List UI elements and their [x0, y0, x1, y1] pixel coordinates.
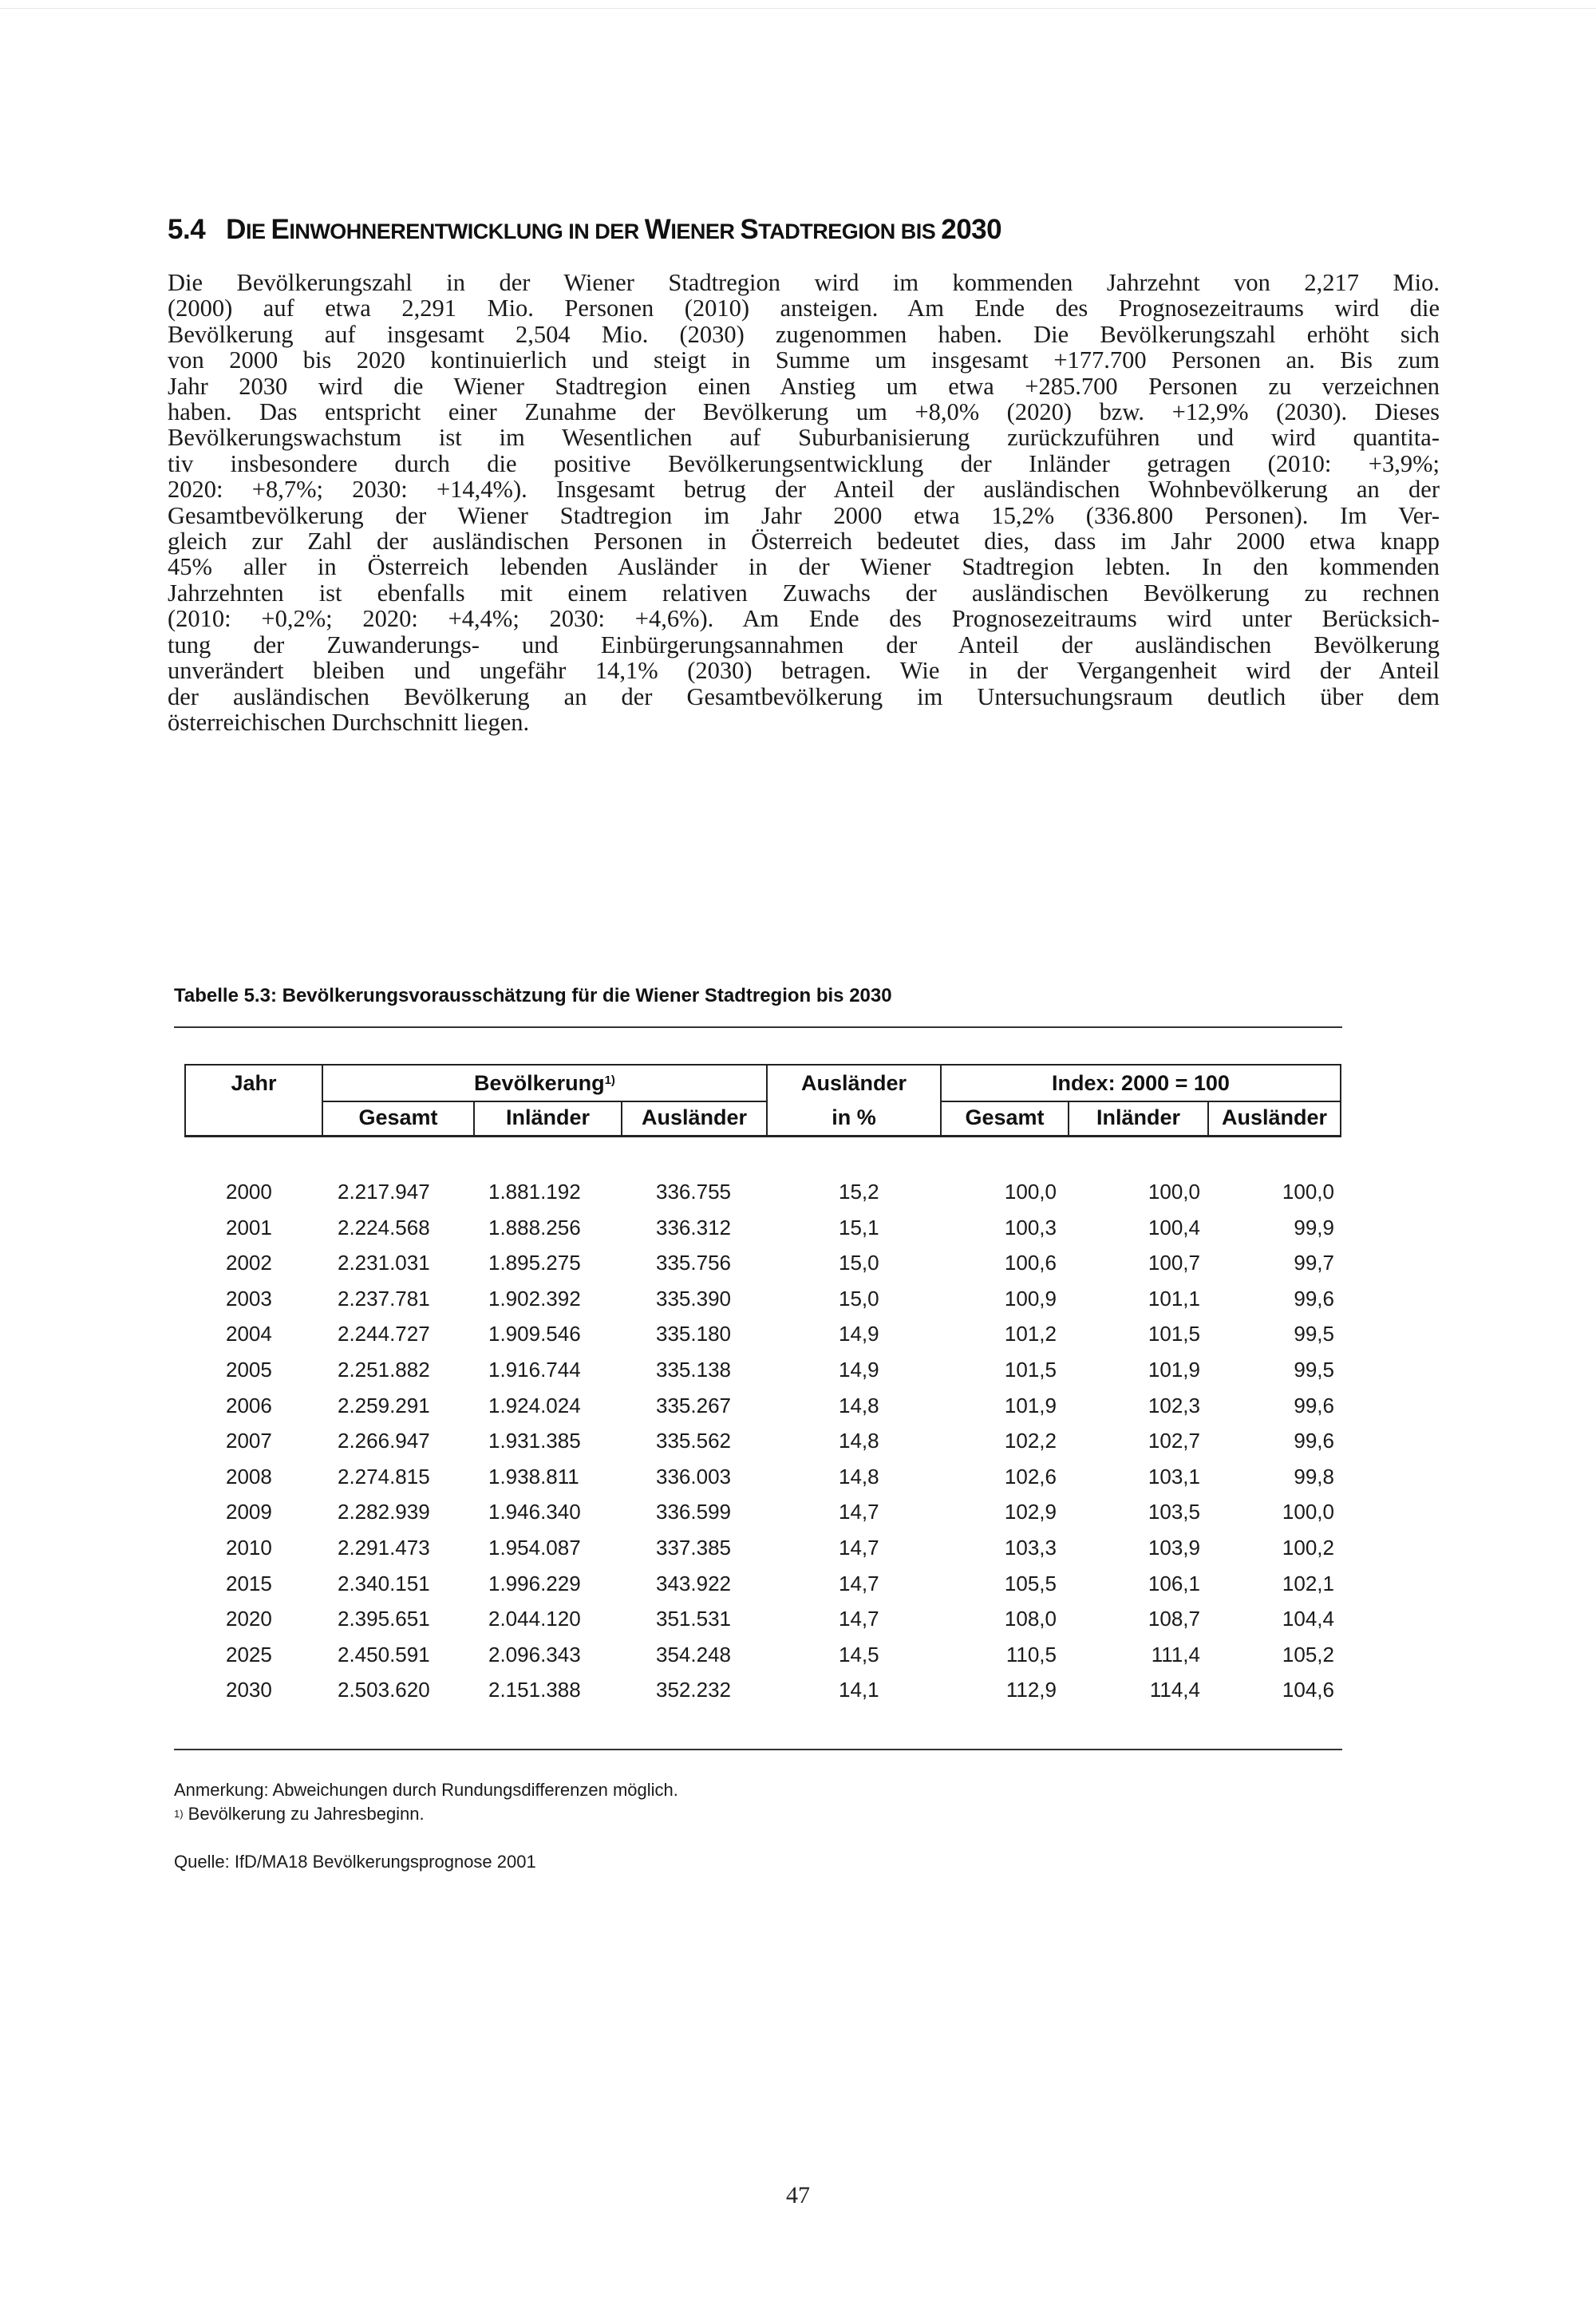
cell-auslaender-pct: 15,1 [839, 1215, 879, 1240]
page-number: 47 [786, 2182, 810, 2208]
table-header [184, 1064, 1341, 1137]
body-line: 45% aller in Österreich lebenden Ausländer in der Wiener Stadtregion lebten. In den kommenden [168, 553, 1440, 581]
cell-index-gesamt: 100,0 [1004, 1180, 1057, 1204]
cell-jahr: 2020 [226, 1607, 272, 1631]
cell-auslaender-pct: 14,7 [839, 1571, 879, 1595]
cell-gesamt: 2.503.620 [338, 1678, 430, 1702]
heading-fragment: TADTREGION BIS [758, 219, 942, 243]
cell-auslaender: 336.312 [656, 1215, 731, 1240]
cell-jahr: 2002 [226, 1251, 272, 1275]
cell-inlaender: 1.888.256 [488, 1215, 581, 1240]
cell-index-gesamt: 102,9 [1004, 1500, 1057, 1524]
cell-inlaender: 1.909.546 [488, 1322, 581, 1346]
cell-inlaender: 2.096.343 [488, 1642, 581, 1667]
cell-index-inlaender: 100,7 [1148, 1251, 1200, 1275]
body-line: österreichischen Durchschnitt liegen. [168, 708, 530, 736]
cell-gesamt: 2.274.815 [338, 1464, 430, 1489]
cell-jahr: 2005 [226, 1358, 272, 1382]
body-line: Die Bevölkerungszahl in der Wiener Stadtregion wird im kommenden Jahrzehnt von 2,217 Mio. [168, 269, 1440, 296]
cell-auslaender: 336.003 [656, 1464, 731, 1489]
table-top-rule [174, 1026, 1342, 1028]
heading-fragment: INWOHNERENTWICKLUNG IN DER [289, 219, 645, 243]
cell-index-inlaender: 111,4 [1151, 1642, 1200, 1667]
cell-index-auslaender: 99,8 [1294, 1464, 1334, 1489]
section-heading [168, 214, 1001, 246]
cell-jahr: 2025 [226, 1642, 272, 1667]
subheader-index-inlaender: Inländer [1096, 1105, 1181, 1129]
cell-inlaender: 1.946.340 [488, 1500, 581, 1524]
cell-index-auslaender: 99,9 [1294, 1215, 1334, 1240]
cell-index-auslaender: 105,2 [1282, 1642, 1334, 1667]
subheader-index-auslaender: Ausländer [1221, 1105, 1328, 1129]
cell-jahr: 2001 [226, 1215, 272, 1240]
table-row [0, 1572, 1596, 1607]
cell-auslaender-pct: 14,8 [839, 1393, 879, 1417]
footnote-marker: 1) [174, 1808, 184, 1820]
cell-auslaender-pct: 14,8 [839, 1464, 879, 1489]
cell-index-auslaender: 99,6 [1294, 1393, 1334, 1417]
section-title [226, 214, 1001, 245]
table-row [0, 1251, 1596, 1286]
cell-gesamt: 2.395.651 [338, 1607, 430, 1631]
cell-index-auslaender: 99,6 [1294, 1286, 1334, 1311]
header-bevoelkerung [322, 1066, 768, 1101]
table-row [0, 1678, 1596, 1713]
subheader-index-gesamt: Gesamt [965, 1105, 1045, 1129]
cell-auslaender: 337.385 [656, 1536, 731, 1560]
table-row [0, 1500, 1596, 1535]
cell-inlaender: 1.924.024 [488, 1393, 581, 1417]
cell-auslaender-pct: 14,8 [839, 1429, 879, 1453]
cell-index-auslaender: 99,5 [1294, 1358, 1334, 1382]
table-row [0, 1358, 1596, 1393]
cell-auslaender: 343.922 [656, 1571, 731, 1595]
cell-gesamt: 2.217.947 [338, 1180, 430, 1204]
cell-inlaender: 1.931.385 [488, 1429, 581, 1453]
heading-fragment: D [226, 214, 246, 245]
table-row [0, 1465, 1596, 1500]
cell-index-gesamt: 101,5 [1004, 1358, 1057, 1382]
table-row [0, 1643, 1596, 1678]
cell-index-auslaender: 104,4 [1282, 1607, 1334, 1631]
cell-jahr: 2015 [226, 1571, 272, 1595]
cell-index-inlaender: 114,4 [1149, 1678, 1200, 1702]
header-index: Index: 2000 = 100 [1052, 1070, 1230, 1095]
cell-index-gesamt: 110,5 [1005, 1642, 1057, 1667]
body-line: (2010: +0,2%; 2020: +4,4%; 2030: +4,6%). Am Ende des Prognosezeitraums wird unter Berücksich- [168, 605, 1440, 633]
cell-gesamt: 2.224.568 [338, 1215, 430, 1240]
cell-gesamt: 2.291.473 [338, 1536, 430, 1560]
body-line: 2020: +8,7%; 2030: +14,4%). Insgesamt betrug der Anteil der ausländischen Wohnbevölkerung an der [168, 476, 1440, 504]
cell-index-auslaender: 100,2 [1282, 1536, 1334, 1560]
cell-jahr: 2008 [226, 1464, 272, 1489]
heading-fragment: E [271, 214, 290, 245]
note-anmerkung: Anmerkung: Abweichungen durch Rundungsdifferenzen möglich. [174, 1780, 678, 1800]
cell-gesamt: 2.251.882 [338, 1358, 430, 1382]
cell-index-inlaender: 100,0 [1148, 1180, 1200, 1204]
cell-jahr: 2000 [226, 1180, 272, 1204]
table-row [0, 1216, 1596, 1251]
cell-index-inlaender: 108,7 [1148, 1607, 1200, 1631]
cell-index-gesamt: 102,2 [1004, 1429, 1057, 1453]
cell-index-gesamt: 101,9 [1004, 1393, 1057, 1417]
cell-index-inlaender: 100,4 [1148, 1215, 1200, 1240]
cell-auslaender: 335.390 [656, 1286, 731, 1311]
note-footnote [174, 1802, 678, 1826]
cell-gesamt: 2.450.591 [338, 1642, 430, 1667]
body-line: (2000) auf etwa 2,291 Mio. Personen (2010) ansteigen. Am Ende des Prognosezeitraums wird die [168, 295, 1440, 322]
body-line: Bevölkerung auf insgesamt 2,504 Mio. (2030) zugenommen haben. Die Bevölkerungszahl erhöht sich [168, 320, 1440, 348]
header-auslaender-pct-2: in % [832, 1105, 876, 1129]
body-line: von 2000 bis 2020 kontinuierlich und steigt in Summe um insgesamt +177.700 Personen an. Bis zum [168, 346, 1440, 374]
cell-index-gesamt: 112,9 [1005, 1678, 1057, 1702]
body-line: tung der Zuwanderungs- und Einbürgerungsannahmen der Anteil der ausländischen Bevölkerung [168, 631, 1440, 658]
cell-index-auslaender: 104,6 [1282, 1678, 1334, 1702]
cell-inlaender: 1.895.275 [488, 1251, 581, 1275]
cell-auslaender: 336.599 [656, 1500, 731, 1524]
cell-index-gesamt: 100,3 [1004, 1215, 1057, 1240]
cell-index-gesamt: 108,0 [1004, 1607, 1057, 1631]
footnote-marker: 1) [604, 1073, 615, 1087]
cell-gesamt: 2.231.031 [338, 1251, 430, 1275]
table-source: Quelle: IfD/MA18 Bevölkerungsprognose 2001 [174, 1852, 536, 1872]
cell-jahr: 2030 [226, 1678, 272, 1702]
cell-auslaender-pct: 14,7 [839, 1500, 879, 1524]
cell-index-inlaender: 102,7 [1148, 1429, 1200, 1453]
table-row [0, 1180, 1596, 1215]
cell-gesamt: 2.340.151 [338, 1571, 430, 1595]
cell-jahr: 2007 [226, 1429, 272, 1453]
cell-auslaender-pct: 15,2 [839, 1180, 879, 1204]
cell-inlaender: 1.916.744 [488, 1358, 581, 1382]
cell-auslaender: 335.267 [656, 1393, 731, 1417]
cell-gesamt: 2.266.947 [338, 1429, 430, 1453]
cell-gesamt: 2.244.727 [338, 1322, 430, 1346]
heading-fragment: W [644, 214, 671, 245]
cell-index-gesamt: 102,6 [1004, 1464, 1057, 1489]
cell-index-inlaender: 106,1 [1148, 1571, 1200, 1595]
cell-inlaender: 1.938.811 [488, 1464, 579, 1489]
cell-index-auslaender: 99,7 [1294, 1251, 1334, 1275]
heading-fragment: IE [245, 219, 271, 243]
table-row [0, 1607, 1596, 1642]
cell-jahr: 2003 [226, 1286, 272, 1311]
cell-auslaender-pct: 14,9 [839, 1322, 879, 1346]
cell-index-gesamt: 101,2 [1004, 1322, 1057, 1346]
cell-inlaender: 1.996.229 [488, 1571, 581, 1595]
body-line: unverändert bleiben und ungefähr 14,1% (2030) betragen. Wie in der Vergangenheit wird der Anteil [168, 657, 1440, 685]
heading-fragment: 2030 [941, 214, 1002, 245]
cell-auslaender: 354.248 [656, 1642, 731, 1667]
header-bevoelkerung-label: Bevölkerung [474, 1070, 605, 1095]
subheader-inlaender: Inländer [505, 1105, 591, 1129]
subheader-gesamt: Gesamt [358, 1105, 438, 1129]
cell-index-auslaender: 100,0 [1282, 1500, 1334, 1524]
cell-jahr: 2004 [226, 1322, 272, 1346]
cell-gesamt: 2.282.939 [338, 1500, 430, 1524]
body-line: gleich zur Zahl der ausländischen Personen in Österreich bedeutet dies, dass im Jahr 2000 etwa knapp [168, 528, 1440, 556]
cell-auslaender: 335.138 [656, 1358, 731, 1382]
cell-inlaender: 2.151.388 [488, 1678, 581, 1702]
cell-inlaender: 2.044.120 [488, 1607, 581, 1631]
table-row [0, 1287, 1596, 1322]
heading-fragment: S [740, 214, 759, 245]
cell-gesamt: 2.259.291 [338, 1393, 430, 1417]
table-row [0, 1322, 1596, 1357]
cell-index-gesamt: 100,6 [1004, 1251, 1057, 1275]
cell-index-inlaender: 103,9 [1148, 1536, 1200, 1560]
cell-auslaender-pct: 14,5 [839, 1642, 879, 1667]
table-title: Tabelle 5.3: Bevölkerungsvorausschätzung für die Wiener Stadtregion bis 2030 [174, 985, 892, 1006]
table-notes [174, 1778, 678, 1826]
cell-index-inlaender: 101,1 [1148, 1286, 1200, 1311]
cell-auslaender: 352.232 [656, 1678, 731, 1702]
cell-index-gesamt: 105,5 [1004, 1571, 1057, 1595]
cell-auslaender-pct: 14,1 [839, 1678, 879, 1702]
table-bottom-rule [174, 1749, 1342, 1750]
body-line: tiv insbesondere durch die positive Bevölkerungsentwicklung der Inländer getragen (2010: +3,9%; [168, 449, 1440, 477]
cell-auslaender-pct: 15,0 [839, 1286, 879, 1311]
header-auslaender-pct-1: Ausländer [800, 1070, 907, 1095]
cell-index-gesamt: 100,9 [1004, 1286, 1057, 1311]
heading-fragment: IENER [670, 219, 741, 243]
cell-index-gesamt: 103,3 [1004, 1536, 1057, 1560]
footnote-text: Bevölkerung zu Jahresbeginn. [183, 1804, 425, 1824]
cell-auslaender-pct: 14,7 [839, 1607, 879, 1631]
cell-auslaender: 336.755 [656, 1180, 731, 1204]
scan-artifact-line [0, 8, 1596, 9]
body-line: der ausländischen Bevölkerung an der Gesamtbevölkerung im Untersuchungsraum deutlich über dem [168, 682, 1440, 710]
cell-jahr: 2009 [226, 1500, 272, 1524]
cell-auslaender-pct: 14,7 [839, 1536, 879, 1560]
cell-index-inlaender: 101,9 [1148, 1358, 1200, 1382]
cell-auslaender: 335.562 [656, 1429, 731, 1453]
cell-index-inlaender: 103,5 [1148, 1500, 1200, 1524]
body-line: Jahrzehnten ist ebenfalls mit einem relativen Zuwachs der ausländischen Bevölkerung zu rechnen [168, 579, 1440, 607]
cell-auslaender-pct: 14,9 [839, 1358, 879, 1382]
cell-auslaender: 335.180 [656, 1322, 731, 1346]
cell-inlaender: 1.954.087 [488, 1536, 581, 1560]
cell-index-auslaender: 100,0 [1282, 1180, 1334, 1204]
cell-gesamt: 2.237.781 [338, 1286, 430, 1311]
cell-auslaender-pct: 15,0 [839, 1251, 879, 1275]
subheader-auslaender: Ausländer [641, 1105, 748, 1129]
cell-auslaender: 335.756 [656, 1251, 731, 1275]
table-row [0, 1394, 1596, 1429]
cell-index-auslaender: 102,1 [1282, 1571, 1334, 1595]
cell-inlaender: 1.902.392 [488, 1286, 581, 1311]
cell-index-auslaender: 99,6 [1294, 1429, 1334, 1453]
cell-jahr: 2006 [226, 1393, 272, 1417]
cell-auslaender: 351.531 [656, 1607, 731, 1631]
header-jahr: Jahr [231, 1070, 277, 1095]
section-number: 5.4 [168, 214, 206, 245]
table-row [0, 1536, 1596, 1571]
cell-jahr: 2010 [226, 1536, 272, 1560]
cell-inlaender: 1.881.192 [488, 1180, 581, 1204]
body-line: Jahr 2030 wird die Wiener Stadtregion einen Anstieg um etwa +285.700 Personen zu verzeichnen [168, 372, 1440, 400]
table-row [0, 1429, 1596, 1464]
cell-index-auslaender: 99,5 [1294, 1322, 1334, 1346]
cell-index-inlaender: 103,1 [1148, 1464, 1200, 1489]
body-line: Gesamtbevölkerung der Wiener Stadtregion im Jahr 2000 etwa 15,2% (336.800 Personen). Im Ver- [168, 501, 1440, 529]
body-line: haben. Das entspricht einer Zunahme der Bevölkerung um +8,0% (2020) bzw. +12,9% (2030). Dieses [168, 398, 1440, 426]
cell-index-inlaender: 101,5 [1148, 1322, 1200, 1346]
body-paragraph [168, 270, 1440, 735]
body-line: Bevölkerungswachstum ist im Wesentlichen auf Suburbanisierung zurückzuführen und wird quantita- [168, 424, 1440, 452]
cell-index-inlaender: 102,3 [1148, 1393, 1200, 1417]
